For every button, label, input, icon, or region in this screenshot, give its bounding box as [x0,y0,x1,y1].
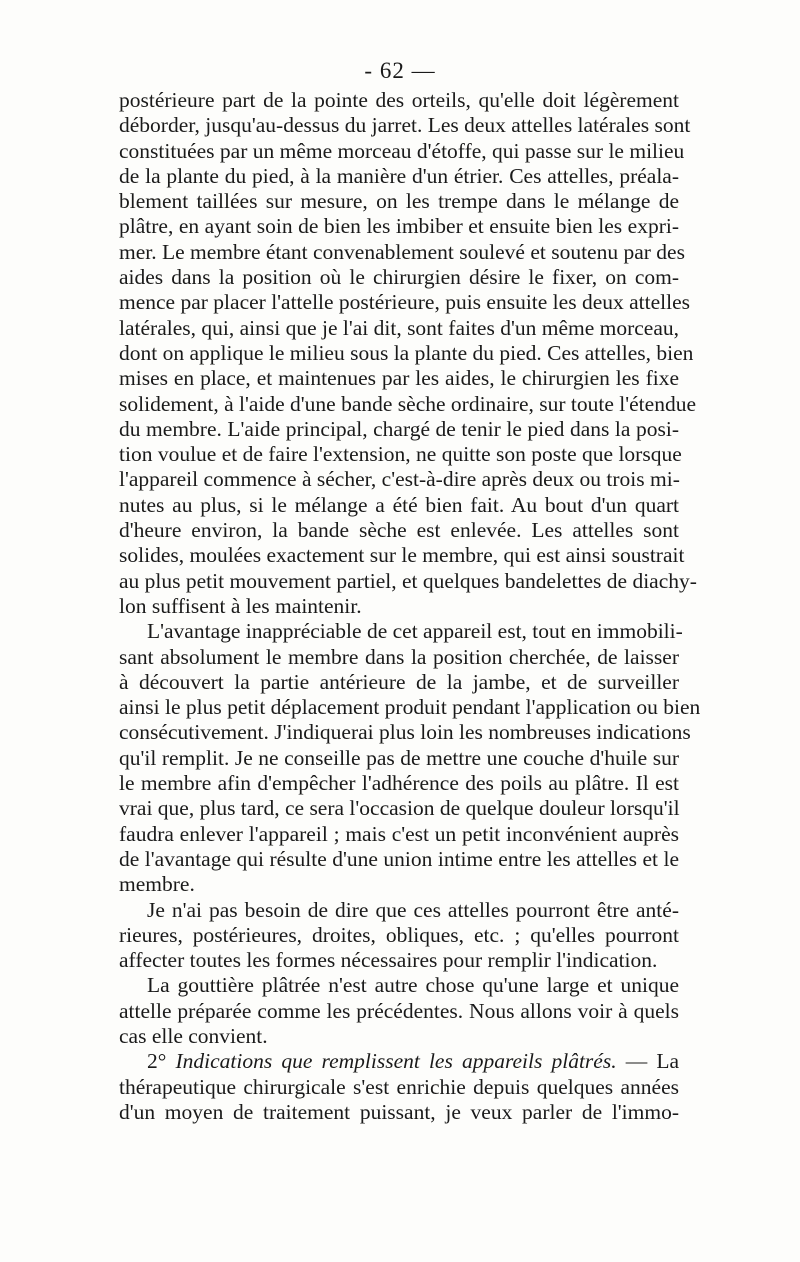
text-line: Je n'ai pas besoin de dire que ces attelles pourront être anté- [147,897,679,922]
text-line: aides dans la position où le chirurgien désire le fixer, on com- [119,265,679,290]
text-line: d'heure environ, la bande sèche est enlevée. Les attelles sont [119,518,679,543]
text-line: mises en place, et maintenues par les aides, le chirurgien les fixe [119,366,679,391]
section-heading: Indications que remplissent les appareils plâtrés. [175,1049,617,1074]
text-line: thérapeutique chirurgicale s'est enrichie depuis quelques années [119,1074,679,1099]
text-line: plâtre, en ayant soin de bien les imbiber et ensuite bien les expri- [119,214,679,239]
text-line: lon suffisent à les maintenir. [119,593,362,618]
paragraph-5 [119,1049,679,1125]
text-line: qu'il remplit. Je ne conseille pas de mettre une couche d'huile sur [119,745,679,770]
text-line: L'avantage inappréciable de cet appareil est, tout en immobili- [147,619,683,644]
paragraph-3 [119,898,679,974]
paragraph-1 [119,88,697,619]
text-line: mer. Le membre étant convenablement soulevé et soutenu par des [119,239,685,264]
text-line: mence par placer l'attelle postérieure, puis ensuite les deux attelles [119,290,690,315]
page-number: - 62 — [364,58,436,83]
text-line: déborder, jusqu'au-dessus du jarret. Les deux attelles latérales sont [119,113,691,138]
text-line: cas elle convient. [119,1023,268,1048]
text-line: tion voulue et de faire l'extension, ne quitte son poste que lorsque [119,442,682,467]
text-line: vrai que, plus tard, ce sera l'occasion de quelque douleur lorsqu'il [119,796,680,821]
text-line: constituées par un même morceau d'étoffe, qui passe sur le milieu [119,138,685,163]
text-line: affecter toutes les formes nécessaires pour remplir l'indication. [119,948,658,973]
text-line: ainsi le plus petit déplacement produit pendant l'application ou bien [119,695,701,720]
text-line: solidement, à l'aide d'une bande sèche ordinaire, sur toute l'étendue [119,391,696,416]
text-line: membre. [119,872,195,897]
text-line: de la plante du pied, à la manière d'un étrier. Ces attelles, préala- [119,163,679,188]
section-heading-line [119,1049,679,1074]
text-line: postérieure part de la pointe des orteils, qu'elle doit légèrement [119,88,679,112]
text-line: nutes au plus, si le mélange a été bien fait. Au bout d'un quart [119,492,679,517]
text-line: La gouttière plâtrée n'est autre chose qu'une large et unique [147,973,679,998]
text-line: sant absolument le membre dans la position cherchée, de laisser [119,644,679,669]
text-line: rieures, postérieures, droites, obliques, etc. ; qu'elles pourront [119,922,679,947]
text-line: de l'avantage qui résulte d'une union intime entre les attelles et le [119,846,679,871]
text-line: faudra enlever l'appareil ; mais c'est un petit inconvénient auprès [119,821,679,846]
text-line: au plus petit mouvement partiel, et quelques bandelettes de diachy- [119,568,697,593]
text-line: latérales, qui, ainsi que je l'ai dit, sont faites d'un même morceau, [119,315,680,340]
text-line: attelle préparée comme les précédentes. Nous allons voir à quels [119,998,679,1023]
section-number: 2° [147,1049,167,1074]
text-line: dont on applique le milieu sous la plante du pied. Ces attelles, bien [119,340,694,365]
text-line: consécutivement. J'indiquerai plus loin les nombreuses indications [119,720,691,745]
text-line: le membre afin d'empêcher l'adhérence des poils au plâtre. Il est [119,771,679,796]
text-line: blement taillées sur mesure, on les trempe dans le mélange de [119,189,679,214]
text-line: d'un moyen de traitement puissant, je veux parler de l'immo- [119,1099,679,1124]
heading-dash: — La [625,1049,680,1074]
text-line: à découvert la partie antérieure de la jambe, et de surveiller [119,669,679,694]
body-text [119,88,701,1125]
text-line: du membre. L'aide principal, chargé de tenir le pied dans la posi- [119,416,679,441]
paragraph-4 [119,973,679,1049]
text-line: solides, moulées exactement sur le membre, qui est ainsi soustrait [119,543,685,568]
paragraph-2 [119,619,701,897]
text-line: l'appareil commence à sécher, c'est-à-dire après deux ou trois mi- [119,467,680,492]
